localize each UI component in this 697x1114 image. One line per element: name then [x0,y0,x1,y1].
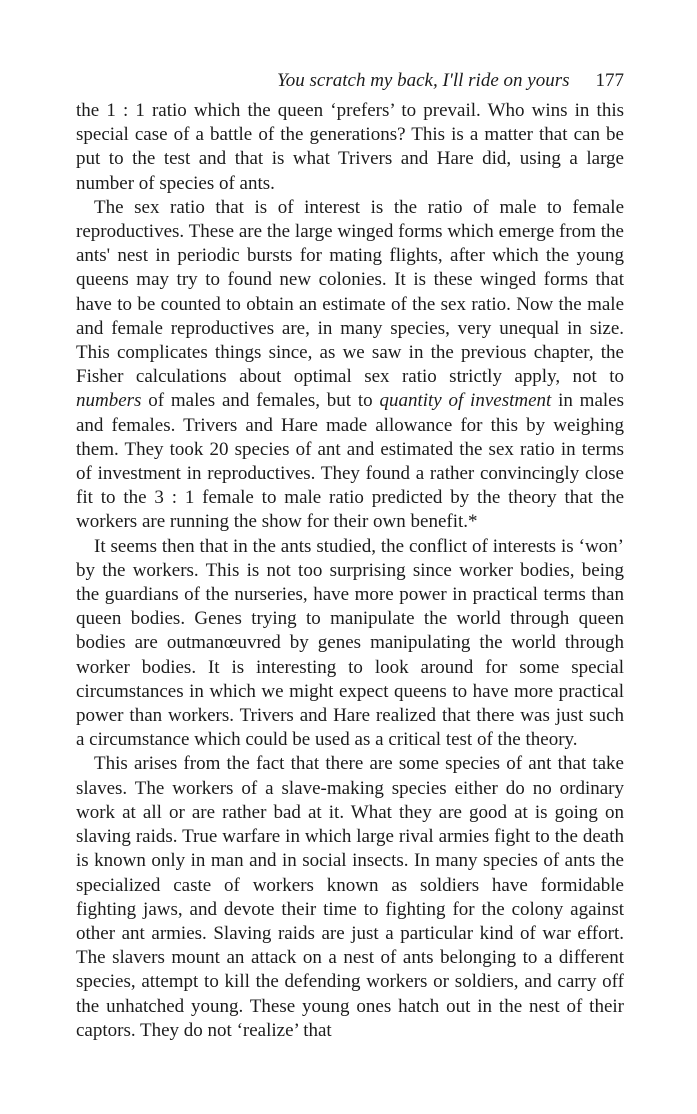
text-run: in males and females. Trivers and Hare made allowance for this by weighing them. They took 20 species of ant and estimated the sex ratio in terms of investment in reproductives. They found a rather convincingly close fit to the 3 : 1 female to male ratio predicted by the theory that the workers are running the show for their own benefit.* [76,390,624,533]
italic-text-run: quantity of investment [379,390,552,412]
paragraph [76,99,624,196]
text-run: the 1 : 1 ratio which the queen ‘prefers’ to prevail. Who wins in this special case of a battle of the generations? This is a matter that can be put to the test and that is what Trivers and Hare did, using a large number of species of ants. [76,100,624,194]
body-text [76,99,624,1043]
text-run: of males and females, but to [141,390,380,412]
paragraph [76,752,624,1042]
text-run: This arises from the fact that there are some species of ant that take slaves. The workers of a slave-making species either do no ordinary work at all or are rather bad at it. What they are good at is going on slaving raids. True warfare in which large rival armies fight to the death is known only in man and in social insects. In many species of ants the specialized caste of workers known as soldiers have formidable fighting jaws, and devote their time to fighting for the colony against other ant armies. Slaving raids are just a particular kind of war effort. The slavers mount an attack on a nest of ants belonging to a different species, attempt to kill the defending workers or soldiers, and carry off the unhatched young. These young ones hatch out in the nest of their captors. They do not ‘realize’ that [76,753,624,1041]
paragraph [76,535,624,753]
paragraph [76,196,624,535]
text-run: It seems then that in the ants studied, the conflict of interests is ‘won’ by the workers. This is not too surprising since worker bodies, being the guardians of the nurseries, have more power in practical terms than queen bodies. Genes trying to manipulate the world through queen bodies are outmanœuvred by genes manipulating the world through worker bodies. It is interesting to look around for some special circumstances in which we might expect queens to have more practical power than workers. Trivers and Hare realized that there was just such a circumstance which could be used as a critical test of the theory. [76,535,624,751]
page-number: 177 [595,70,624,91]
italic-text-run: numbers [76,390,142,412]
running-title: You scratch my back, I'll ride on yours [276,70,570,91]
book-page [76,68,624,1043]
text-run: The sex ratio that is of interest is the ratio of male to female reproductives. These are the large winged forms which emerge from the ants' nest in periodic bursts for mating flights, after which the young queens may try to found new colonies. It is these winged forms that have to be counted to obtain an estimate of the sex ratio. Now the male and female reproductives are, in many species, very unequal in size. This complicates things since, as we saw in the previous chapter, the Fisher calculations about optimal sex ratio strictly apply, not to [76,196,624,388]
running-head [76,68,624,94]
